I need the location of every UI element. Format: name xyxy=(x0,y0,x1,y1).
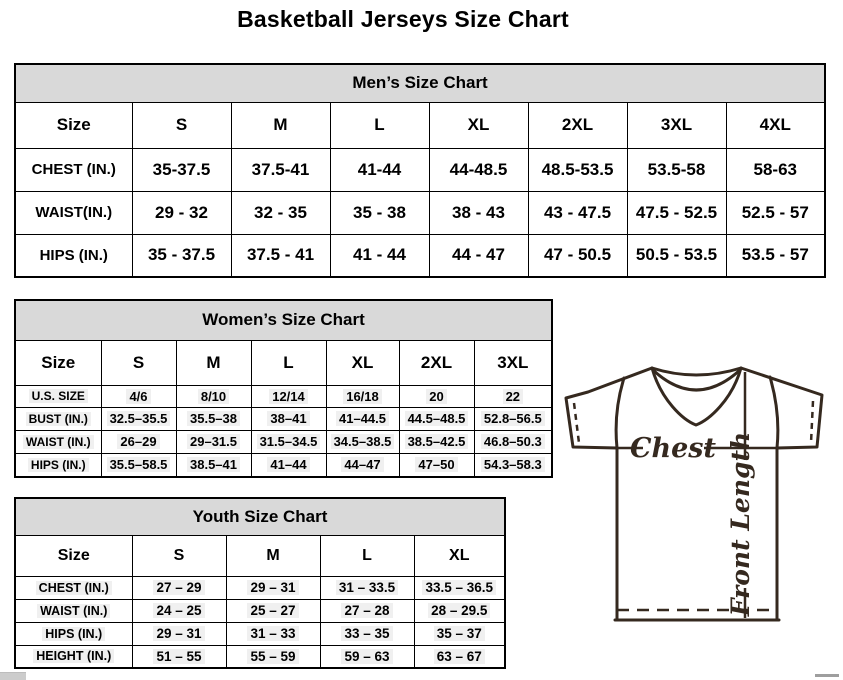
size-header: XL xyxy=(429,102,528,148)
size-value-cell: 63 – 67 xyxy=(414,645,505,668)
size-value-cell: 44.5–48.5 xyxy=(399,407,474,430)
size-header: 2XL xyxy=(399,340,474,385)
size-value-cell: 51 – 55 xyxy=(132,645,226,668)
size-value-cell: 47 - 50.5 xyxy=(528,234,627,277)
mens-size-table xyxy=(14,63,826,278)
size-value-cell: 32 - 35 xyxy=(231,191,330,234)
size-value-cell: 47–50 xyxy=(399,453,474,477)
size-value-cell: 38 - 43 xyxy=(429,191,528,234)
table-row xyxy=(15,191,825,234)
size-value-cell: 31.5–34.5 xyxy=(251,430,326,453)
jersey-right-armhole-seam xyxy=(770,377,778,448)
size-value-cell: 35 - 37.5 xyxy=(132,234,231,277)
size-value-cell: 38.5–42.5 xyxy=(399,430,474,453)
size-header: M xyxy=(231,102,330,148)
size-value-cell: 27 – 29 xyxy=(132,576,226,599)
table-row xyxy=(15,453,552,477)
size-column-header: Size xyxy=(15,102,132,148)
size-value-cell: 35 – 37 xyxy=(414,622,505,645)
size-header: XL xyxy=(326,340,399,385)
table-row xyxy=(15,234,825,277)
size-value-cell: 33 – 35 xyxy=(320,622,414,645)
size-value-cell: 44 - 47 xyxy=(429,234,528,277)
size-value-cell: 32.5–35.5 xyxy=(101,407,176,430)
row-label: BUST (IN.) xyxy=(15,407,101,430)
size-column-header: Size xyxy=(15,340,101,385)
front-length-label: Front Length xyxy=(726,431,755,617)
table-title: Men’s Size Chart xyxy=(15,64,825,102)
womens-size-table xyxy=(14,299,553,478)
table-row xyxy=(15,385,552,407)
size-header: S xyxy=(132,102,231,148)
size-value-cell: 48.5-53.5 xyxy=(528,148,627,191)
jersey-collar-top-arc xyxy=(652,368,741,375)
row-label: WAIST(IN.) xyxy=(15,191,132,234)
size-value-cell: 35.5–58.5 xyxy=(101,453,176,477)
row-label: HEIGHT (IN.) xyxy=(15,645,132,668)
size-value-cell: 41–44 xyxy=(251,453,326,477)
horizontal-scrollbar-track-end[interactable] xyxy=(815,674,839,677)
size-value-cell: 41–44.5 xyxy=(326,407,399,430)
size-value-cell: 31 – 33 xyxy=(226,622,320,645)
size-header: 2XL xyxy=(528,102,627,148)
size-value-cell: 31 – 33.5 xyxy=(320,576,414,599)
size-value-cell: 29 – 31 xyxy=(226,576,320,599)
page-title: Basketball Jerseys Size Chart xyxy=(237,6,569,32)
size-value-cell: 55 – 59 xyxy=(226,645,320,668)
size-value-cell: 50.5 - 53.5 xyxy=(627,234,726,277)
table-row xyxy=(15,148,825,191)
jersey-left-armhole-seam xyxy=(616,378,624,448)
table-row xyxy=(15,430,552,453)
row-label: U.S. SIZE xyxy=(15,385,101,407)
size-value-cell: 25 – 27 xyxy=(226,599,320,622)
size-value-cell: 41 - 44 xyxy=(330,234,429,277)
size-value-cell: 37.5 - 41 xyxy=(231,234,330,277)
table-row xyxy=(15,576,505,599)
size-value-cell: 29–31.5 xyxy=(176,430,251,453)
row-label: HIPS (IN.) xyxy=(15,453,101,477)
size-header: S xyxy=(132,535,226,576)
size-value-cell: 52.5 - 57 xyxy=(726,191,825,234)
size-value-cell: 44-48.5 xyxy=(429,148,528,191)
row-label: WAIST (IN.) xyxy=(15,599,132,622)
size-value-cell: 38–41 xyxy=(251,407,326,430)
size-value-cell: 16/18 xyxy=(326,385,399,407)
row-label: WAIST (IN.) xyxy=(15,430,101,453)
row-label: HIPS (IN.) xyxy=(15,234,132,277)
size-value-cell: 33.5 – 36.5 xyxy=(414,576,505,599)
size-value-cell: 26–29 xyxy=(101,430,176,453)
size-header: S xyxy=(101,340,176,385)
size-header: XL xyxy=(414,535,505,576)
table-row xyxy=(15,622,505,645)
size-value-cell: 44–47 xyxy=(326,453,399,477)
size-value-cell: 12/14 xyxy=(251,385,326,407)
size-value-cell: 52.8–56.5 xyxy=(474,407,552,430)
size-value-cell: 29 – 31 xyxy=(132,622,226,645)
size-value-cell: 34.5–38.5 xyxy=(326,430,399,453)
size-value-cell: 35 - 38 xyxy=(330,191,429,234)
size-value-cell: 53.5 - 57 xyxy=(726,234,825,277)
jersey-left-cuff-stitch xyxy=(574,403,579,443)
size-header: 3XL xyxy=(474,340,552,385)
row-label: CHEST (IN.) xyxy=(15,576,132,599)
youth-size-table xyxy=(14,497,506,669)
table-row xyxy=(15,645,505,668)
size-value-cell: 24 – 25 xyxy=(132,599,226,622)
table-row xyxy=(15,407,552,430)
size-value-cell: 47.5 - 52.5 xyxy=(627,191,726,234)
size-value-cell: 58-63 xyxy=(726,148,825,191)
size-value-cell: 20 xyxy=(399,385,474,407)
size-value-cell: 37.5-41 xyxy=(231,148,330,191)
row-label: CHEST (IN.) xyxy=(15,148,132,191)
size-value-cell: 46.8–50.3 xyxy=(474,430,552,453)
size-value-cell: 35.5–38 xyxy=(176,407,251,430)
table-title: Women’s Size Chart xyxy=(15,300,552,340)
jersey-right-cuff-stitch xyxy=(811,401,813,443)
size-header: M xyxy=(176,340,251,385)
size-value-cell: 43 - 47.5 xyxy=(528,191,627,234)
size-value-cell: 29 - 32 xyxy=(132,191,231,234)
table-title: Youth Size Chart xyxy=(15,498,505,535)
size-header: M xyxy=(226,535,320,576)
size-header: L xyxy=(251,340,326,385)
size-header: 4XL xyxy=(726,102,825,148)
size-value-cell: 38.5–41 xyxy=(176,453,251,477)
size-column-header: Size xyxy=(15,535,132,576)
size-value-cell: 27 – 28 xyxy=(320,599,414,622)
chest-label: Chest xyxy=(630,433,716,464)
size-value-cell: 59 – 63 xyxy=(320,645,414,668)
size-value-cell: 22 xyxy=(474,385,552,407)
size-header: L xyxy=(330,102,429,148)
size-value-cell: 41-44 xyxy=(330,148,429,191)
jersey-vneck-outline xyxy=(652,368,741,425)
size-value-cell: 53.5-58 xyxy=(627,148,726,191)
size-value-cell: 35-37.5 xyxy=(132,148,231,191)
size-value-cell: 8/10 xyxy=(176,385,251,407)
size-header: L xyxy=(320,535,414,576)
jersey-measurement-diagram xyxy=(555,356,843,632)
table-row xyxy=(15,599,505,622)
size-value-cell: 4/6 xyxy=(101,385,176,407)
row-label: HIPS (IN.) xyxy=(15,622,132,645)
size-value-cell: 28 – 29.5 xyxy=(414,599,505,622)
size-value-cell: 54.3–58.3 xyxy=(474,453,552,477)
size-header: 3XL xyxy=(627,102,726,148)
